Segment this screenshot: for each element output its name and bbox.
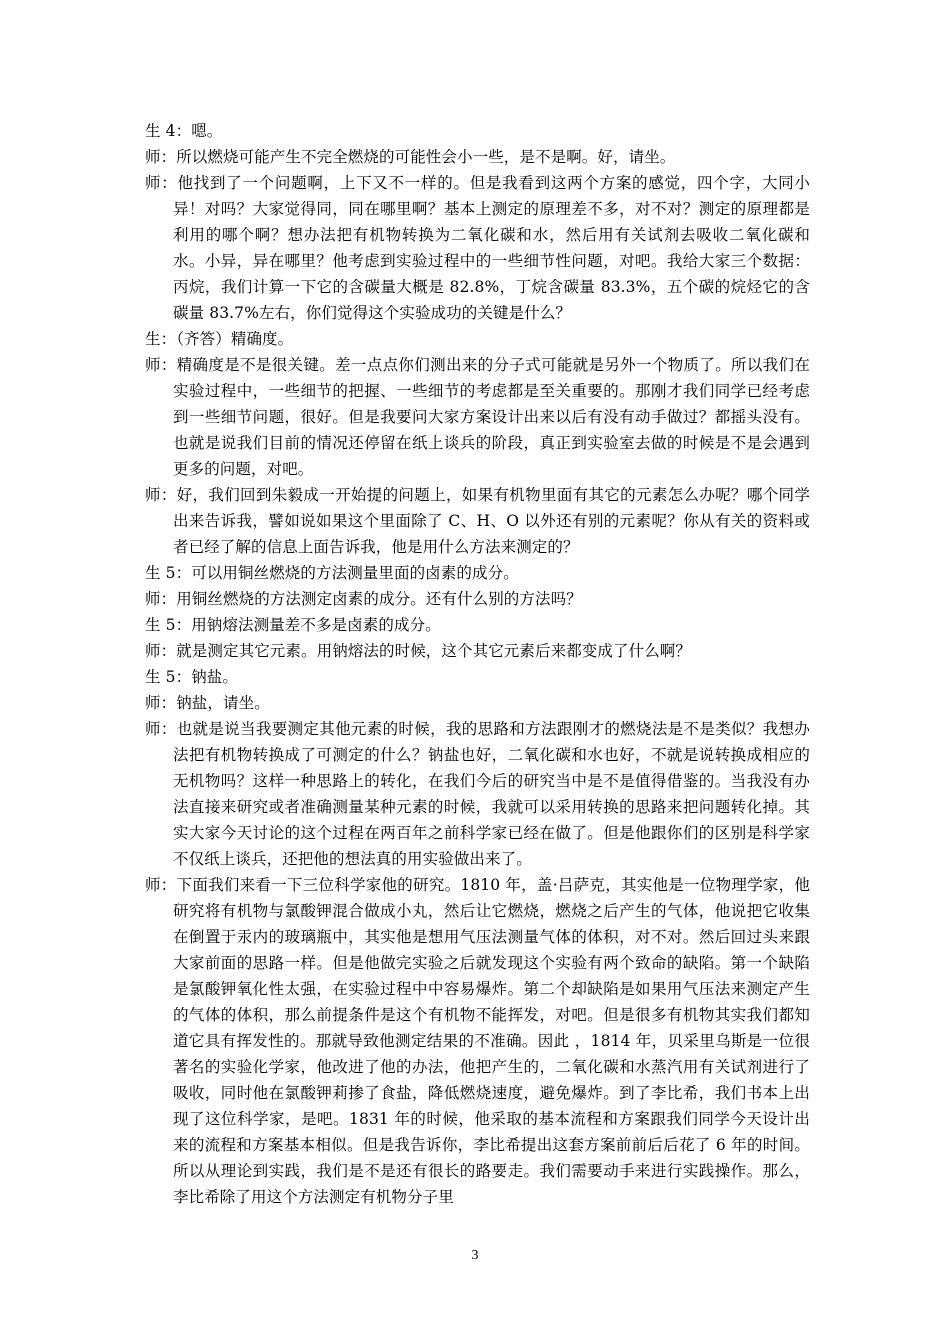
transcript-paragraph: [145, 326, 810, 352]
paragraph-text: 精确度是不是很关键。差一点点你们测出来的分子式可能就是另外一个物质了。所以我们在实验过程中，一些细节的把握、一些细节的考虑都是至关重要的。那刚才我们同学已经考虑到一些细节问题，很好。但是我要问大家方案设计出来以后有没有动手做过？都摇头没有。也就是说我们目前的情况还停留在纸上谈兵的阶段，真正到实验室去做的时候是不是会遇到更多的问题，对吧。: [173, 356, 810, 478]
speaker-label: 师：: [145, 148, 177, 166]
speaker-label: 生 5：: [145, 668, 192, 686]
transcript-paragraph: [145, 482, 810, 560]
transcript-paragraph: [145, 118, 810, 144]
speaker-label: 师：: [145, 642, 177, 660]
transcript-paragraph: [145, 638, 810, 664]
transcript-paragraph: [145, 352, 810, 482]
transcript-paragraph: [145, 872, 810, 1210]
speaker-label: 生：: [145, 330, 177, 348]
paragraph-text: 可以用铜丝燃烧的方法测量里面的卤素的成分。: [191, 564, 519, 582]
speaker-label: 师：: [145, 486, 177, 504]
transcript-paragraph: [145, 144, 810, 170]
paragraph-text: 用钠熔法测量差不多是卤素的成分。: [191, 616, 441, 634]
speaker-label: 师：: [145, 356, 177, 374]
paragraph-text: 钠盐，请坐。: [176, 694, 270, 712]
paragraph-text: 用铜丝燃烧的方法测定卤素的成分。还有什么别的方法吗？: [176, 590, 582, 608]
paragraph-text: 也就是说当我要测定其他元素的时候，我的思路和方法跟刚才的燃烧法是不是类似？我想办法把有机物转换成了可测定的什么？钠盐也好，二氧化碳和水也好，不就是说转换成相应的无机物吗？这样一种思路上的转化，在我们今后的研究当中是不是值得借鉴的。当我没有办法直接来研究或者准确测量某种元素的时候，我就可以采用转换的思路来把问题转化掉。其实大家今天讨论的这个过程在两百年之前科学家已经在做了。但是他跟你们的区别是科学家不仅纸上谈兵，还把他的想法真的用实验做出来了。: [173, 720, 810, 868]
speaker-label: 师：: [145, 720, 177, 738]
speaker-label: 师：: [145, 694, 177, 712]
paragraph-text: 就是测定其它元素。用钠熔法的时候，这个其它元素后来都变成了什么啊？: [176, 642, 692, 660]
paragraph-text: 好，我们回到朱毅成一开始提的问题上，如果有机物里面有其它的元素怎么办呢？哪个同学出来告诉我，譬如说如果这个里面除了 C、H、O 以外还有别的元素呢？你从有关的资料或者已经了解的信息上面告诉我，他是用什么方法来测定的？: [173, 486, 810, 556]
paragraph-text: （齐答）精确度。: [176, 330, 294, 348]
transcript-paragraph: [145, 170, 810, 326]
transcript-paragraph: [145, 586, 810, 612]
transcript-paragraph: [145, 716, 810, 872]
paragraph-text: 钠盐。: [191, 668, 239, 686]
transcript-body: [145, 118, 810, 1210]
paragraph-text: 下面我们来看一下三位科学家他的研究。1810 年，盖·吕萨克，其实他是一位物理学家，他研究将有机物与氯酸钾混合做成小丸，然后让它燃烧，燃烧之后产生的气体，他说把它收集在倒置于汞内的玻璃瓶中，其实他是想用气压法测量气体的体积，对不对。然后回过头来跟大家前面的思路一样。但是他做完实验之后就发现这个实验有两个致命的缺陷。第一个缺陷是氯酸钾氧化性太强，在实验过程中中容易爆炸。第二个却缺陷是如果用气压法来测定产生的气体的体积，那么前提条件是这个有机物不能挥发，对吧。但是很多有机物其实我们都知道它具有挥发性的。那就导致他测定结果的不准确。因此 ，1814 年，贝采里乌斯是一位很著名的实验化学家，他改进了他的办法，他把产生的，二氧化碳和水蒸汽用有关试剂进行了吸收，同时他在氯酸钾莉掺了食盐，降低燃烧速度，避免爆炸。到了李比希，我们书本上出现了这位科学家，是吧。1831 年的时候，他采取的基本流程和方案跟我们同学今天设计出来的流程和方案基本相似。但是我告诉你，李比希提出这套方案前前后后花了 6 年的时间。所以从理论到实践，我们是不是还有很长的路要走。我们需要动手来进行实践操作。那么，李比希除了用这个方法测定有机物分子里: [173, 876, 811, 1206]
speaker-label: 生 5：: [145, 564, 192, 582]
speaker-label: 生 5：: [145, 616, 192, 634]
paragraph-text: 所以燃烧可能产生不完全燃烧的可能性会小一些，是不是啊。好，请坐。: [176, 148, 676, 166]
speaker-label: 生 4：: [145, 122, 192, 140]
speaker-label: 师：: [145, 174, 178, 192]
transcript-paragraph: [145, 664, 810, 690]
transcript-paragraph: [145, 612, 810, 638]
page-number: 3: [471, 1248, 479, 1263]
paragraph-text: 他找到了一个问题啊，上下又不一样的。但是我看到这两个方案的感觉，四个字，大同小异！对吗？大家觉得同，同在哪里啊？基本上测定的原理差不多，对不对？测定的原理都是利用的哪个啊？想办法把有机物转换为二氧化碳和水，然后用有关试剂去吸收二氧化碳和水。小异，异在哪里？他考虑到实验过程中的一些细节性问题，对吧。我给大家三个数据：丙烷，我们计算一下它的含碳量大概是 82.8%，丁烷含碳量 83.3%，五个碳的烷烃它的含碳量 83.7%左右，你们觉得这个实验成功的关键是什么？: [173, 174, 811, 322]
speaker-label: 师：: [145, 590, 177, 608]
speaker-label: 师：: [145, 876, 177, 894]
paragraph-text: 嗯。: [191, 122, 223, 140]
transcript-paragraph: [145, 690, 810, 716]
transcript-paragraph: [145, 560, 810, 586]
